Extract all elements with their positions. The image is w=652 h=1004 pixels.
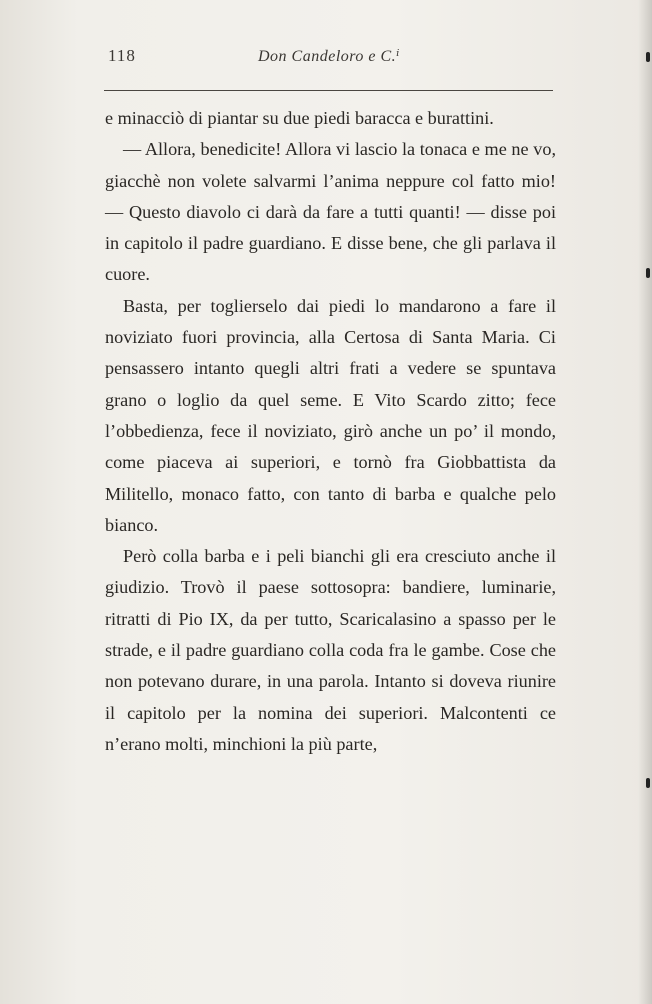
scan-mark — [646, 52, 650, 62]
running-title: Don Candeloro e C.ⁱ — [258, 48, 400, 65]
paragraph: Però colla barba e i peli bianchi gli era cresciuto anche il giudizio. Trovò il paese sottosopra: bandiere, luminarie, ritratti di Pio IX, da per tutto, Scaricalasino a spasso per le strade, e il padre guardiano colla coda fra le gambe. Cose che non potevano durare, in una parola. Intanto si doveva riunire il capitolo per la nomina dei superiori. Malcontenti ce n’erano molti, minchioni la più parte, — [105, 546, 556, 754]
scan-mark — [646, 778, 650, 788]
page-number: 118 — [108, 46, 136, 65]
page-edge-shadow — [638, 0, 652, 1004]
paragraph: Basta, per toglierselo dai piedi lo mandarono a fare il noviziato fuori provincia, alla Certosa di Santa Maria. Ci pensassero intanto quegli altri frati a vedere se spuntava grano o loglio da quel seme. E Vito Scardo zitto; fece l’obbedienza, fece il noviziato, girò anche un po’ il mondo, come piaceva ai superiori, e tornò fra Giobbattista da Militello, monaco fatto, con tanto di barba e qualche pelo bianco. — [105, 295, 556, 535]
body-text — [105, 103, 556, 760]
paragraph: — Allora, benedicite! Allora vi lascio la tonaca e me ne vo, giacchè non volete salvarmi l’anima neppure col fatto mio! — Questo diavolo ci darà da fare a tutti quanti! — disse poi in capitolo il padre guardiano. E disse bene, che gli parlava il cuore. — [105, 139, 556, 285]
paragraph: e minacciò di piantar su due piedi baracca e burattini. — [105, 108, 494, 128]
page-header — [0, 46, 652, 72]
scan-mark — [646, 268, 650, 278]
header-rule — [104, 90, 553, 91]
